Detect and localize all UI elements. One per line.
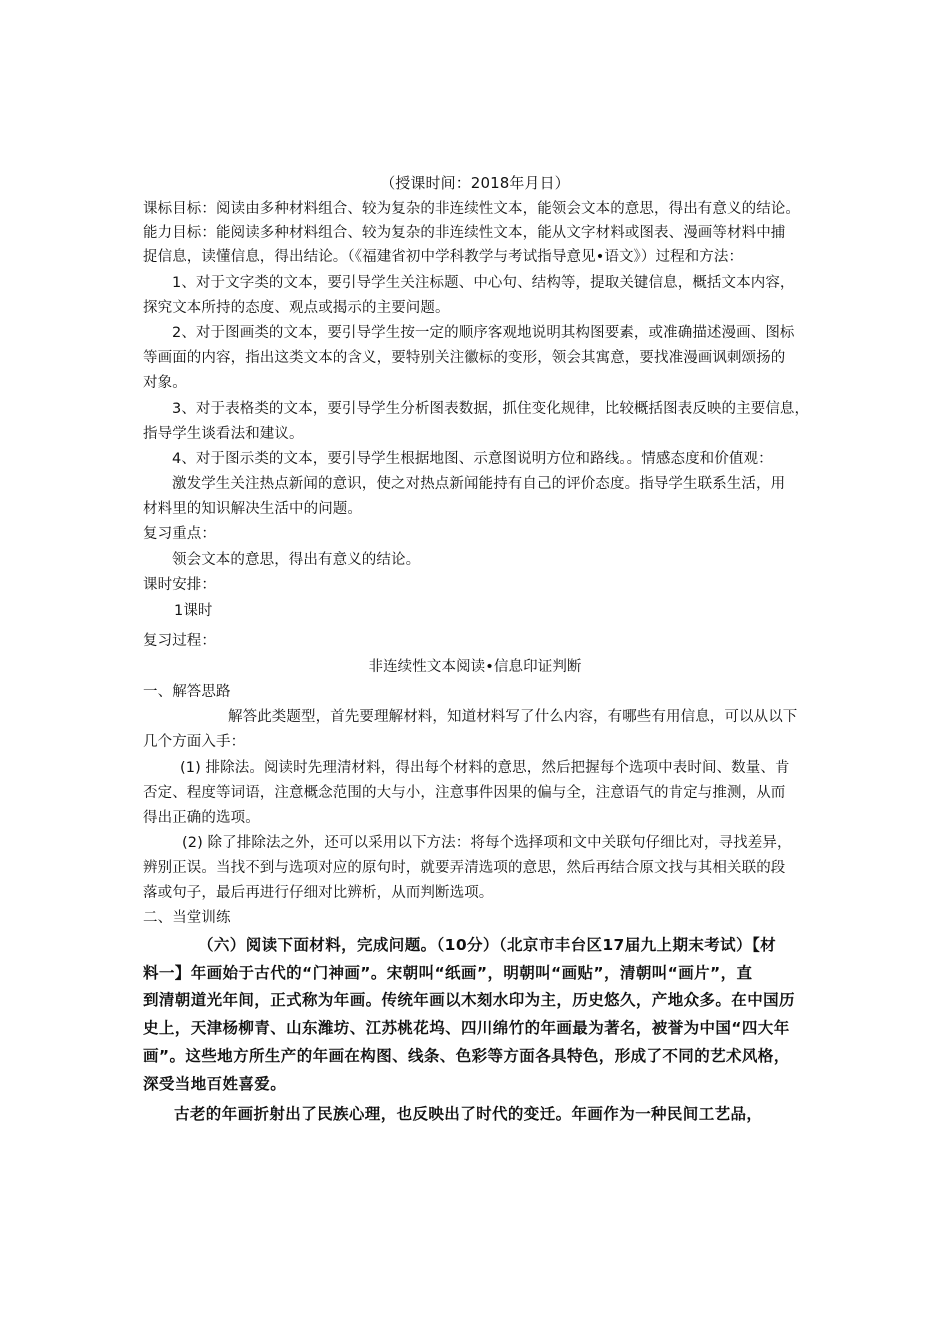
standard-objective: 课标目标：阅读由多种材料组合、较为复杂的非连续性文本，能领会文本的意思，得出有意义的结论。 [143,201,800,217]
section-2-heading: 二、当堂训练 [143,910,231,926]
point-1-line-3: 得出正确的选项。 [143,810,260,826]
lesson-subtitle: 非连续性文本阅读•信息印证判断 [368,659,582,675]
exercise-line-5: 画”。这些地方所生产的年画在构图、线条、色彩等方面各具特色，形成了不同的艺术风格， [143,1047,790,1065]
section-1-intro-line-1: 解答此类题型，首先要理解材料，知道材料写了什么内容，有哪些有用信息，可以从以下 [228,709,798,725]
ability-objective-line-1: 能力目标：能阅读多种材料组合、较为复杂的非连续性文本，能从文字材料或图表、漫画等材料中捕 [143,225,786,241]
review-focus-text: 领会文本的意思，得出有意义的结论。 [172,552,421,568]
method-1-line-1: 1、对于文字类的文本，要引导学生关注标题、中心句、结构等，提取关键信息，概括文本内容， [172,275,795,291]
schedule-label: 课时安排： [143,577,216,593]
emotion-goal-line-2: 材料里的知识解决生活中的问题。 [143,501,362,517]
method-3-line-2: 指导学生谈看法和建议。 [143,426,304,442]
exercise-line-3: 到清朝道光年间，正式称为年画。传统年画以木刻水印为主，历史悠久，产地众多。在中国历 [143,991,795,1009]
point-1-line-2: 否定、程度等词语，注意概念范围的大与小，注意事件因果的偏与全，注意语气的肯定与推测，从而 [143,785,786,801]
emotion-goal-line-1: 激发学生关注热点新闻的意识，使之对热点新闻能持有自己的评价态度。指导学生联系生活，用 [172,476,786,492]
method-2-line-3: 对象。 [143,375,187,391]
ability-objective-line-2: 捉信息，读懂信息，得出结论。（《福建省初中学科教学与考试指导意见•语文》）过程和方法： [143,249,744,265]
method-1-line-2: 探究文本所持的态度、观点或揭示的主要问题。 [143,300,450,316]
method-3-line-1: 3、对于表格类的文本，要引导学生分析图表数据，抓住变化规律，比较概括图表反映的主要信息， [172,401,810,417]
point-2-line-2: 辨别正误。当找不到与选项对应的原句时，就要弄清选项的意思，然后再结合原文找与其相关联的段 [143,860,786,876]
method-4-line-1: 4、对于图示类的文本，要引导学生根据地图、示意图说明方位和路线。。情感态度和价值观： [172,451,773,467]
point-1-line-1: (1) 排除法。阅读时先理清材料，得出每个材料的意思，然后把握每个选项中表时间、数量、肯 [180,760,790,776]
method-2-line-1: 2、对于图画类的文本，要引导学生按一定的顺序客观地说明其构图要素，或准确描述漫画、图标 [172,325,795,341]
review-focus-label: 复习重点： [143,526,216,542]
exercise-line-1: （六）阅读下面材料，完成问题。（10分）（北京市丰台区17届九上期末考试）【材 [198,936,776,954]
method-2-line-2: 等画面的内容，指出这类文本的含义，要特别关注徽标的变形，领会其寓意，要找准漫画讽刺颂扬的 [143,350,786,366]
schedule-text: 1课时 [174,603,213,619]
process-label: 复习过程： [143,633,216,649]
exercise-line-6: 深受当地百姓喜爱。 [143,1075,287,1093]
exercise-line-4: 史上，天津杨柳青、山东潍坊、江苏桃花坞、四川绵竹的年画最为著名，被誉为中国“四大年 [143,1019,790,1037]
section-1-heading: 一、解答思路 [143,684,231,700]
exercise-line-2: 料一】年画始于古代的“门神画”。宋朝叫“纸画”，明朝叫“画贴”，清朝叫“画片”，直 [143,964,753,982]
section-1-intro-line-2: 几个方面入手： [143,734,246,750]
lesson-time: （授课时间：2018年月日） [380,174,570,192]
point-2-line-1: (2) 除了排除法之外，还可以采用以下方法：将每个选择项和文中关联句仔细比对，寻找差异， [182,835,792,851]
point-2-line-3: 落或句子，最后再进行仔细对比辨析，从而判断选项。 [143,885,494,901]
exercise-line-7: 古老的年画折射出了民族心理，也反映出了时代的变迁。年画作为一种民间工艺品， [174,1105,763,1123]
